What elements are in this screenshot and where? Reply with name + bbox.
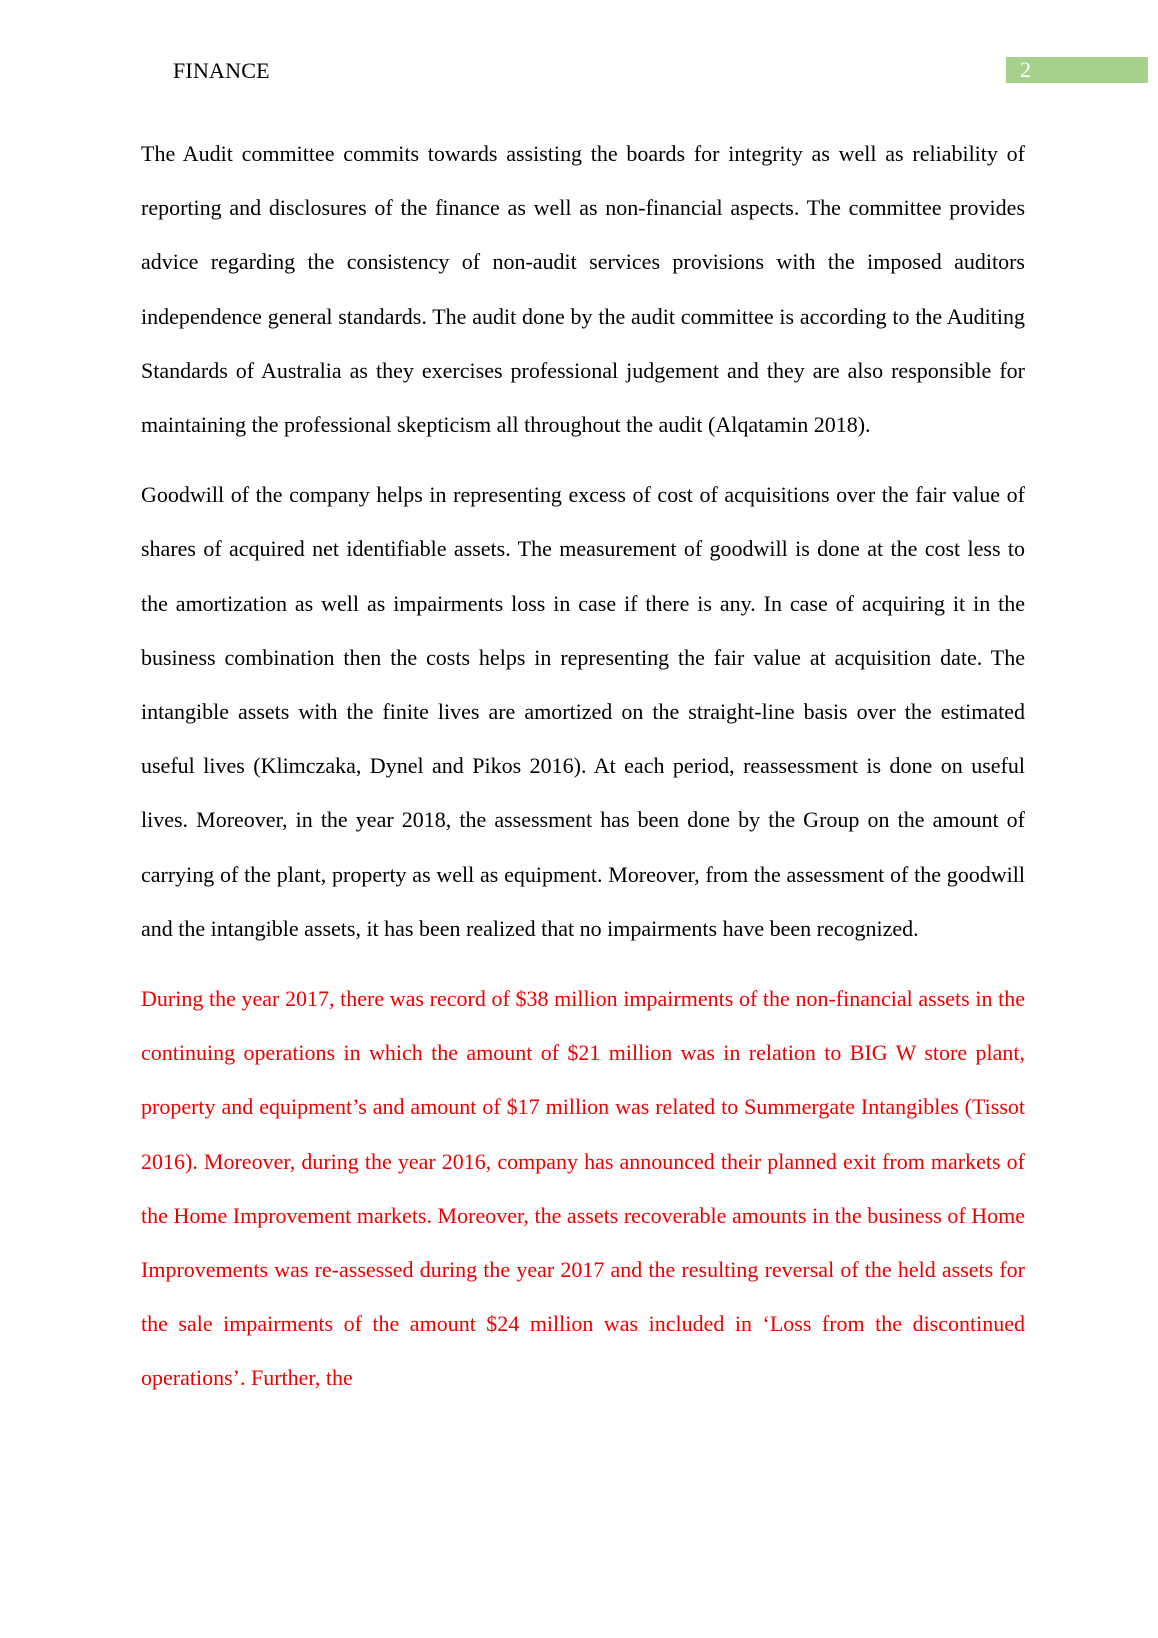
paragraph-audit-committee: The Audit committee commits towards assisting the boards for integrity as well as reliability of reporting and disclosures of the finance as well as non-financial aspects. The committee provides advice regarding the consistency of non-audit services provisions with the imposed auditors independence general standards. The audit done by the audit committee is according to the Auditing Standards of Australia as they exercises professional judgement and they are also responsible for maintaining the professional skepticism all throughout the audit (Alqatamin 2018). — [141, 141, 1025, 438]
paragraph-goodwill: Goodwill of the company helps in representing excess of cost of acquisitions over the fair value of shares of acquired net identifiable assets. The measurement of goodwill is done at the cost less to the amortization as well as impairments loss in case if there is any. In case of acquiring it in the business combination then the costs helps in representing the fair value at acquisition date. The intangible assets with the finite lives are amortized on the straight-line basis over the estimated useful lives (Klimczaka, Dynel and Pikos 2016). At each period, reassessment is done on useful lives. Moreover, in the year 2018, the assessment has been done by the Group on the amount of carrying of the plant, property as well as equipment. Moreover, from the assessment of the goodwill and the intangible assets, it has been realized that no impairments have been recognized. — [141, 482, 1025, 941]
page-number-box — [1006, 57, 1148, 83]
page-number: 2 — [1020, 57, 1031, 82]
running-header-title: FINANCE — [173, 58, 270, 83]
body-text — [141, 127, 1025, 1406]
paragraph-impairments-highlighted: During the year 2017, there was record of $38 million impairments of the non-financial assets in the continuing operations in which the amount of $21 million was in relation to BIG W store plant, property and equipment’s and amount of $17 million was related to Summergate Intangibles (Tissot 2016). Moreover, during the year 2016, company has announced their planned exit from markets of the Home Improvement markets. Moreover, the assets recoverable amounts in the business of Home Improvements was re-assessed during the year 2017 and the resulting reversal of the held assets for the sale impairments of the amount $24 million was included in ‘Loss from the discontinued operations’. Further, the — [141, 986, 1025, 1391]
